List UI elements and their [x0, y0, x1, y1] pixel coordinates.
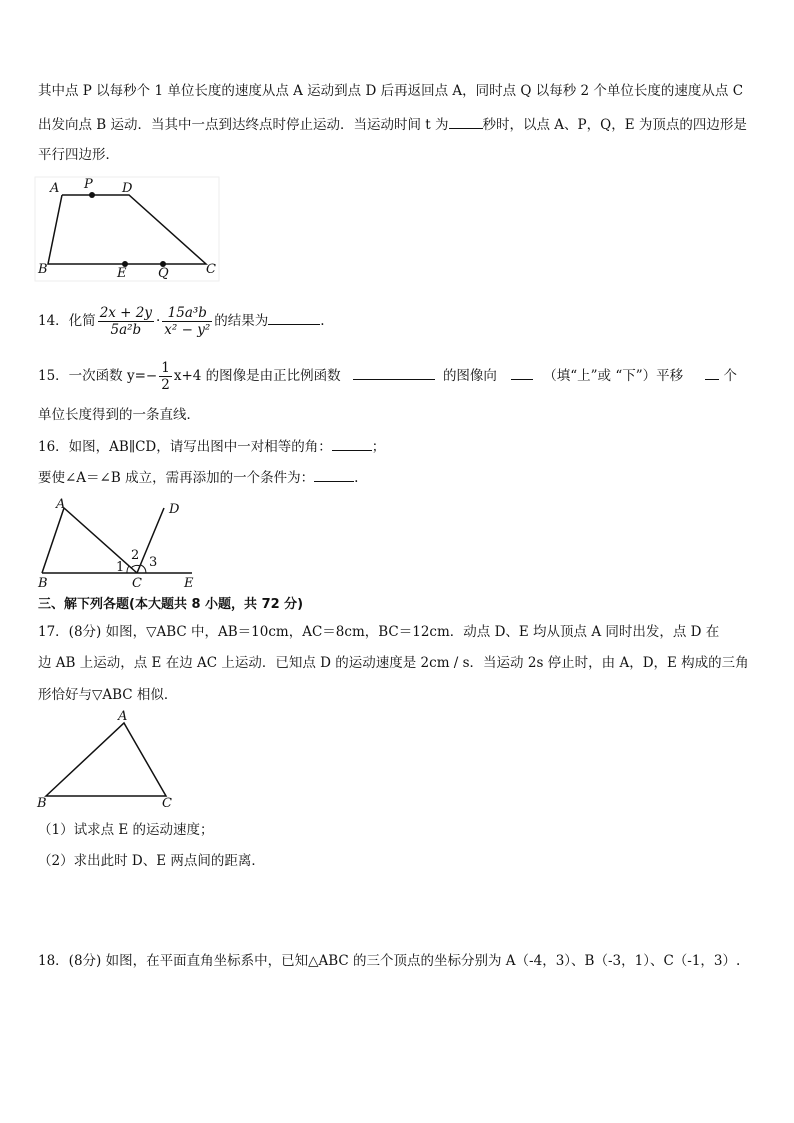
q15-mid1: x+4 的图像是由正比例函数	[173, 368, 341, 384]
q14-dot: ·	[156, 313, 161, 329]
q16-blank-1	[332, 437, 372, 451]
q16-line2-text: 要使∠A＝∠B 成立，需再添加的一个条件为：	[38, 470, 315, 486]
q16-line2-end: .	[354, 470, 359, 486]
q13-line2-text-b: 秒时，以点 A、P，Q，E 为顶点的四边形是	[482, 117, 747, 133]
q17-line2: 边 AB 上运动，点 E 在边 AC 上运动．已知点 D 的运动速度是 2cm / s．当运动 2s 停止时，由 A，D，E 构成的三角	[38, 655, 749, 671]
label-c: C	[132, 576, 142, 590]
q17-line1: 17．(8分) 如图，▽ABC 中，AB＝10cm，AC＝8cm，BC＝12cm．动点 D、E 均从顶点 A 同时出发，点 D 在	[38, 624, 720, 640]
label-p: P	[84, 177, 93, 192]
q16-line2	[38, 468, 358, 487]
q15-frac-denominator: 2	[161, 377, 170, 393]
q14-frac1-denominator: 5a²b	[110, 322, 142, 338]
label-c: C	[206, 262, 216, 277]
q13-line2-text-a: 出发向点 B 运动．当其中一点到达终点时停止运动．当运动时间 t 为	[38, 117, 449, 133]
q15-blank-3	[705, 366, 719, 380]
point-p	[89, 192, 95, 198]
q14-end: .	[320, 313, 325, 329]
q14-answer-blank	[268, 311, 320, 325]
q16-blank-2	[314, 468, 354, 482]
label-a: A	[50, 181, 60, 196]
q16-line1-end: ；	[371, 439, 386, 455]
q17-sub2: （2）求出此时 D、E 两点间的距离．	[38, 853, 265, 869]
q15-line2: 单位长度得到的一条直线．	[38, 407, 200, 423]
q14-suffix: 的结果为	[214, 313, 269, 329]
label-a: A	[118, 710, 128, 724]
q13-line2	[38, 115, 747, 134]
q13-line1: 其中点 P 以每秒个 1 单位长度的速度从点 A 运动到点 D 后再返回点 A，同时点 Q 以每秒 2 个单位长度的速度从点 C	[38, 83, 744, 99]
label-q: Q	[158, 266, 169, 281]
q18-line1: 18．(8分) 如图，在平面直角坐标系中，已知△ABC 的三个顶点的坐标分别为 A（-4，3）、B（-3，1）、C（-1，3）.	[38, 953, 741, 969]
angle-3-label: 3	[149, 555, 158, 570]
q15-mid3: （填“上”或 “下”）平移	[543, 368, 684, 384]
q15-blank-2	[511, 366, 533, 380]
label-e: E	[184, 576, 194, 590]
q17-sub1: （1）试求点 E 的运动速度；	[38, 822, 214, 838]
label-b: B	[38, 576, 48, 590]
label-b: B	[38, 262, 48, 277]
section-3-heading: 三、解下列各题(本大题共 8 小题，共 72 分)	[38, 597, 304, 612]
q13-trapezoid-figure	[34, 176, 220, 282]
label-a: A	[56, 498, 66, 512]
q13-answer-blank	[449, 115, 483, 129]
q15-line1	[38, 358, 737, 394]
q16-line1	[38, 437, 385, 456]
q14-fraction-1	[98, 305, 154, 338]
q16-parallel-lines-figure	[32, 498, 202, 590]
q14-frac2-denominator: x² − y²	[164, 322, 211, 338]
label-e: E	[117, 266, 127, 281]
q15-mid2: 的图像向	[442, 368, 497, 384]
q15-mid4: 个	[723, 368, 737, 384]
q14-prefix: 14．化简	[38, 313, 96, 329]
q14-line	[38, 303, 325, 339]
label-b: B	[37, 796, 47, 810]
label-c: C	[162, 796, 172, 810]
q14-fraction-2	[162, 305, 212, 338]
label-d: D	[169, 502, 180, 517]
q15-prefix: 15．一次函数 y=−	[38, 368, 158, 384]
q17-triangle-figure	[34, 710, 184, 810]
angle-2-label: 2	[131, 548, 140, 563]
q15-fraction	[159, 360, 172, 393]
q14-frac2-numerator: 15a³b	[162, 305, 212, 322]
angle-1-label: 1	[116, 560, 125, 575]
q15-frac-numerator: 1	[161, 360, 170, 376]
q16-line1-text: 16．如图，AB∥CD，请写出图中一对相等的角：	[38, 439, 332, 455]
q13-line3: 平行四边形．	[38, 147, 119, 163]
q17-line3: 形恰好与▽ABC 相似．	[38, 687, 178, 703]
label-d: D	[122, 181, 133, 196]
q15-blank-1	[353, 366, 435, 380]
q14-frac1-numerator: 2x + 2y	[99, 305, 152, 321]
